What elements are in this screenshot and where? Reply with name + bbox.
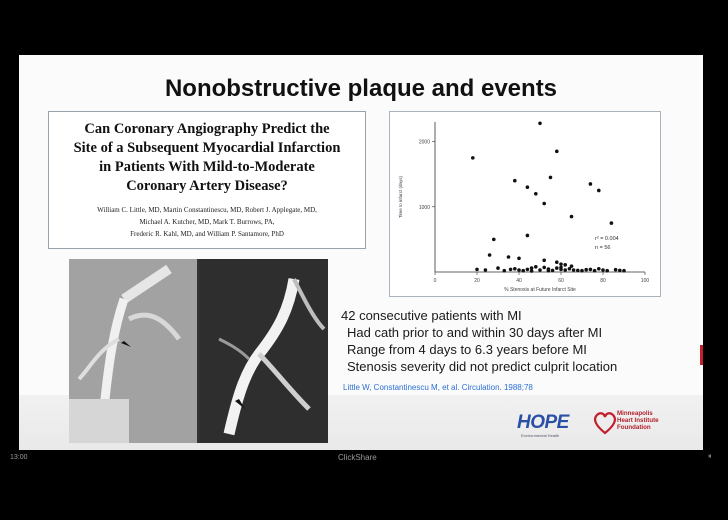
scatter-point — [605, 269, 609, 273]
scatter-point — [593, 269, 597, 273]
paper-authors — [57, 204, 357, 240]
x-tick-label: 20 — [474, 278, 480, 284]
citation-text: Little W, Constantinescu M, et al. Circulation. 1988;78 — [343, 383, 533, 392]
scatter-point — [471, 156, 475, 160]
scatter-point — [534, 265, 538, 269]
scatter-point — [526, 185, 530, 189]
scatter-point — [492, 238, 496, 242]
scatter-point — [507, 255, 511, 259]
scatter-point — [475, 268, 479, 272]
clickshare-label[interactable]: ClickShare — [338, 453, 377, 462]
scatter-point — [570, 215, 574, 219]
scatter-point — [549, 176, 553, 180]
chart-annotation: r² = 0.004 — [595, 236, 619, 242]
mhi-logo-line: Heart Institute — [617, 417, 659, 424]
slide-title: Nonobstructive plaque and events — [164, 75, 558, 102]
scatter-point — [555, 266, 559, 270]
paper-title-line: Coronary Artery Disease? — [126, 178, 288, 194]
bullet-item: Range from 4 days to 6.3 years before MI — [347, 342, 587, 357]
scatter-point — [534, 192, 538, 196]
scatter-point — [547, 267, 551, 271]
scatter-point — [542, 258, 546, 262]
scatter-point — [509, 268, 513, 272]
chart-annotation: n = 56 — [595, 245, 611, 251]
scatter-point — [618, 269, 622, 273]
x-tick-label: 100 — [640, 278, 650, 284]
scatter-point — [622, 269, 626, 273]
paper-author-line: William C. Little, MD, Martin Constantinescu, MD, Robert J. Applegate, MD, — [97, 206, 317, 214]
presentation-slide — [19, 55, 703, 450]
scatter-point — [521, 269, 525, 273]
x-tick-label: 60 — [558, 278, 564, 284]
bullet-item: Had cath prior to and within 30 days after MI — [347, 325, 603, 340]
x-axis-label: % Stenosis at Future Infarct Site — [504, 287, 576, 293]
paper-title-line: Can Coronary Angiography Predict the — [84, 121, 330, 137]
scatter-point — [614, 268, 618, 272]
x-tick-label: 0 — [433, 278, 437, 284]
scatter-point — [542, 202, 546, 206]
scatter-point — [551, 269, 555, 273]
scatter-point — [526, 234, 530, 238]
paper-author-line: Michael A. Kutcher, MD, Mark T. Burrows, PA, — [139, 218, 275, 226]
hope-logo-subtitle: Environmental Health — [521, 433, 560, 438]
paper-citation-box — [48, 111, 366, 249]
scatter-point — [538, 122, 542, 126]
scatter-point — [513, 267, 517, 271]
mhi-logo-line: Minneapolis — [617, 410, 653, 417]
scatter-chart-svg — [390, 112, 660, 296]
bullet-item: Stenosis severity did not predict culprit location — [347, 359, 618, 374]
pause-icon[interactable]: ⏸ — [708, 453, 712, 460]
scatter-point — [610, 221, 614, 225]
clock-text: 13:00 — [10, 454, 28, 461]
scatter-point — [563, 263, 567, 267]
scatter-point — [555, 150, 559, 154]
scatter-point — [559, 266, 563, 270]
scatter-point — [572, 268, 576, 272]
scatter-point — [484, 268, 488, 272]
y-tick-label: 1000 — [418, 204, 430, 211]
x-tick-label: 40 — [516, 278, 522, 284]
scatter-point — [563, 268, 567, 272]
y-axis-label: Time to infarct (days) — [398, 175, 403, 219]
scatter-point — [542, 266, 546, 270]
angiogram-after — [199, 259, 328, 443]
mhi-logo-text — [617, 410, 659, 431]
slide-edge-marker — [700, 345, 703, 365]
scatter-point — [589, 268, 593, 272]
scatter-point — [580, 269, 584, 273]
angiogram-before — [69, 259, 197, 443]
presenter-taskbar — [0, 452, 728, 466]
scatter-point — [530, 266, 534, 270]
x-tick-label: 80 — [600, 278, 606, 284]
scatter-point — [538, 268, 542, 272]
scatter-point — [589, 182, 593, 186]
scatter-point — [517, 257, 521, 261]
scatter-point — [496, 266, 500, 270]
scatter-point — [559, 262, 563, 266]
hope-logo: HOPE — [517, 412, 569, 433]
scatter-chart — [389, 111, 661, 297]
angiogram-images — [69, 259, 328, 443]
bullet-lead: 42 consecutive patients with MI — [341, 308, 522, 323]
scatter-point — [584, 268, 588, 272]
scatter-point — [488, 253, 492, 257]
mhi-logo-line: Foundation — [617, 424, 651, 431]
paper-author-line: Frederic R. Kahl, MD, and William P. Santamore, PhD — [130, 230, 284, 238]
paper-title-line: Site of a Subsequent Myocardial Infarction — [73, 140, 341, 156]
paper-title-line: in Patients With Mild-to-Moderate — [99, 159, 315, 175]
scatter-point — [503, 269, 507, 273]
scatter-point — [517, 268, 521, 272]
scatter-point — [513, 179, 517, 183]
scatter-point — [601, 268, 605, 272]
scatter-point — [597, 189, 601, 193]
y-tick-label: 2000 — [418, 139, 430, 146]
scatter-point — [597, 267, 601, 271]
scatter-point — [555, 260, 559, 264]
bullet-list — [339, 307, 679, 375]
scatter-point — [576, 269, 580, 273]
scatter-point — [568, 267, 572, 271]
scatter-point — [526, 268, 530, 272]
paper-title — [57, 120, 357, 196]
